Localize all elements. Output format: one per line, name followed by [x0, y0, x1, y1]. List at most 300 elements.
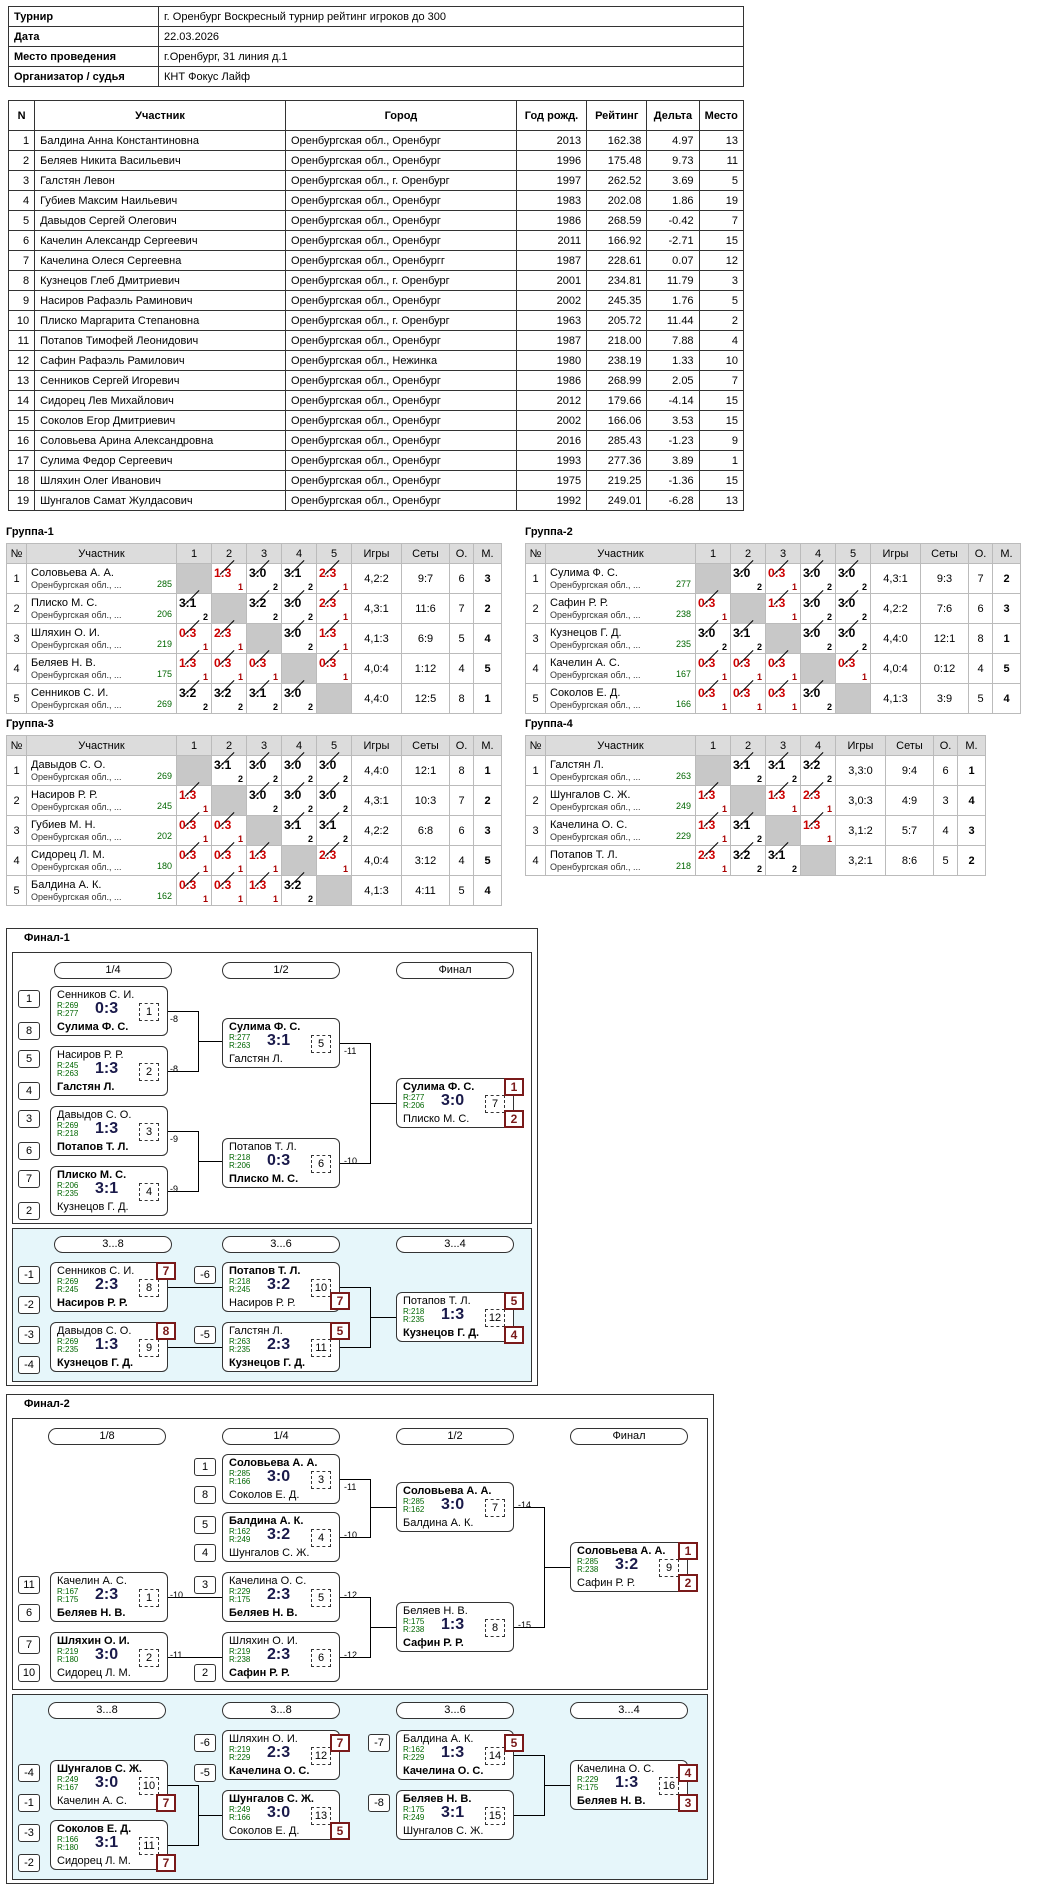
result-points: 1	[237, 582, 243, 592]
player-cell: 268.99	[587, 371, 647, 391]
group-header-cell: Игры	[871, 544, 921, 564]
match-score: 1:3	[441, 1616, 465, 1633]
player-cell: 15	[9, 411, 35, 431]
player-cell: 162.38	[587, 131, 647, 151]
result-points: 2	[826, 582, 832, 592]
seed-box: 8	[194, 1486, 216, 1504]
bracket-match	[50, 1262, 168, 1312]
seed-box: -2	[18, 1854, 40, 1872]
group-player-region: Оренбургская обл., ...	[31, 669, 122, 680]
match-number: 14	[485, 1747, 505, 1765]
seed-box: -4	[18, 1356, 40, 1374]
group-player-name: Качелина О. С.	[550, 818, 628, 831]
group-row-num: 1	[526, 564, 546, 594]
group-header-cell: О.	[450, 736, 474, 756]
group-self-cell	[801, 654, 836, 684]
player-cell: 2	[699, 311, 743, 331]
group-sets: 9:3	[921, 564, 969, 594]
group-header-row	[7, 544, 502, 564]
group-player	[27, 624, 177, 654]
group-player-rating: 277	[675, 579, 691, 589]
result-points: 2	[342, 834, 348, 844]
result-points: 2	[756, 642, 762, 652]
result-points: 1	[272, 864, 278, 874]
bracket-match	[50, 1572, 168, 1622]
group-player-name: Соловьева А. А.	[31, 566, 114, 579]
player-cell: Оренбургская обл., Оренбург	[286, 391, 517, 411]
group-row	[7, 786, 502, 816]
group-player-rating: 229	[675, 831, 691, 841]
player-cell: 15	[699, 411, 743, 431]
match-player-1: Качелина О. С.	[229, 1575, 307, 1587]
bracket-line	[514, 1755, 544, 1756]
match-rating-1: R:162	[403, 1745, 425, 1754]
result-points: 2	[826, 774, 832, 784]
match-player-2: Сафин Р. Р.	[577, 1577, 636, 1589]
match-rating-2: R:175	[577, 1783, 599, 1792]
group-self-cell	[247, 816, 282, 846]
seed-box: -8	[368, 1794, 390, 1812]
group-games: 4,3:1	[352, 786, 402, 816]
result-score: 3:0	[249, 788, 267, 802]
player-cell: 2013	[516, 131, 586, 151]
group-self-cell	[731, 594, 766, 624]
group-player	[27, 684, 177, 714]
player-cell: 205.72	[587, 311, 647, 331]
bracket-match	[50, 1106, 168, 1156]
round-label: 3...4	[396, 1236, 514, 1253]
player-cell: Сидорец Лев Михайлович	[35, 391, 286, 411]
bracket-match	[222, 1730, 340, 1780]
loser-ref: -10	[170, 1590, 184, 1600]
round-label: Финал	[570, 1428, 688, 1445]
group-player	[27, 756, 177, 786]
place-box: 7	[330, 1292, 350, 1310]
group-row-num: 2	[526, 786, 546, 816]
player-cell: 11	[699, 151, 743, 171]
group-row	[526, 756, 986, 786]
player-cell: Оренбургская обл., Оренбургг	[286, 251, 517, 271]
match-rating-1: R:166	[57, 1835, 79, 1844]
group-player-name: Качелин А. С.	[550, 656, 620, 669]
result-points: 1	[202, 672, 208, 682]
result-points: 2	[861, 612, 867, 622]
group-player-region: Оренбургская обл., ...	[550, 831, 641, 842]
group-row-num: 5	[7, 876, 27, 906]
bracket-match	[222, 1512, 340, 1562]
result-points: 1	[826, 834, 832, 844]
player-cell: -4.14	[647, 391, 699, 411]
match-rating-1: R:219	[229, 1647, 251, 1656]
result-points: 2	[756, 834, 762, 844]
match-rating-1: R:219	[57, 1647, 79, 1656]
result-points: 2	[307, 834, 313, 844]
match-number: 11	[311, 1339, 331, 1357]
final-title: Финал-1	[24, 932, 70, 944]
group-place: 2	[474, 786, 502, 816]
player-cell: 1987	[516, 331, 586, 351]
player-cell: 1	[9, 131, 35, 151]
seed-box: 6	[18, 1142, 40, 1160]
round-label: 3...4	[570, 1702, 688, 1719]
group-points: 3	[934, 786, 958, 816]
seed-box: 7	[18, 1636, 40, 1654]
match-rating-1: R:219	[229, 1745, 251, 1754]
match-score: 2:3	[267, 1586, 291, 1603]
match-rating-1: R:229	[577, 1775, 599, 1784]
result-points: 1	[237, 864, 243, 874]
result-points: 1	[202, 864, 208, 874]
group-row	[7, 756, 502, 786]
result-points: 2	[861, 582, 867, 592]
result-score: 1:3	[768, 788, 786, 802]
match-player-2: Качелина О. С.	[403, 1765, 484, 1777]
loser-ref: -10	[344, 1530, 358, 1540]
match-number: 7	[485, 1095, 505, 1113]
result-score: 1:3	[214, 566, 232, 580]
group-self-cell	[317, 876, 352, 906]
group-player	[546, 564, 696, 594]
result-points: 2	[272, 702, 278, 712]
match-rating-1: R:269	[57, 1337, 79, 1346]
player-row	[9, 151, 744, 171]
group-row	[526, 624, 1021, 654]
group-header-cell: 2	[212, 736, 247, 756]
group-points: 5	[450, 876, 474, 906]
match-player-2: Потапов Т. Л.	[57, 1141, 129, 1153]
bracket-line	[168, 1845, 198, 1846]
match-rating-1: R:269	[57, 1277, 79, 1286]
place-box: 7	[156, 1854, 176, 1872]
result-points: 1	[721, 702, 727, 712]
player-cell: 1986	[516, 211, 586, 231]
loser-ref: -14	[518, 1500, 532, 1510]
bracket-line	[168, 1785, 198, 1786]
result-points: 1	[791, 582, 797, 592]
group-result-cell	[212, 654, 247, 684]
group-result-cell	[801, 564, 836, 594]
player-cell: Качелина Олеся Сергеевна	[35, 251, 286, 271]
result-score: 3:0	[249, 758, 267, 772]
result-score: 3:0	[803, 686, 821, 700]
seed-box: 8	[18, 1022, 40, 1040]
group-player	[546, 816, 696, 846]
group-result-cell	[766, 756, 801, 786]
group-result-cell	[247, 786, 282, 816]
group-result-cell	[317, 756, 352, 786]
match-number: 6	[311, 1649, 331, 1667]
player-cell: 7	[699, 211, 743, 231]
group-result-cell	[836, 654, 871, 684]
player-row	[9, 371, 744, 391]
player-cell: -6.28	[647, 491, 699, 511]
bracket-line	[514, 1815, 544, 1816]
group-place: 2	[474, 594, 502, 624]
seed-box: -5	[194, 1764, 216, 1782]
match-score: 2:3	[267, 1336, 291, 1353]
player-cell: 5	[9, 211, 35, 231]
group-player	[27, 786, 177, 816]
match-rating-2: R:238	[577, 1565, 599, 1574]
match-score: 1:3	[441, 1306, 465, 1323]
match-rating-2: R:263	[57, 1069, 79, 1078]
match-score: 3:0	[267, 1468, 291, 1485]
seed-box: -5	[194, 1326, 216, 1344]
result-points: 2	[272, 612, 278, 622]
group-result-cell	[836, 564, 871, 594]
group-points: 5	[450, 624, 474, 654]
player-cell: 10	[9, 311, 35, 331]
group-header-cell: 2	[212, 544, 247, 564]
group-player-name: Шунгалов С. Ж.	[550, 788, 631, 801]
bracket-match	[50, 1760, 168, 1810]
group-result-cell	[766, 654, 801, 684]
group-result-cell	[801, 756, 836, 786]
player-cell: Галстян Левон	[35, 171, 286, 191]
group-player-region: Оренбургская обл., ...	[550, 579, 641, 590]
result-points: 1	[237, 834, 243, 844]
group-place: 3	[958, 816, 986, 846]
group-result-cell	[317, 594, 352, 624]
group-place: 2	[993, 564, 1021, 594]
player-cell: 1	[699, 451, 743, 471]
group-result-cell	[317, 564, 352, 594]
result-score: 0:3	[214, 818, 232, 832]
group-header-cell: 3	[247, 544, 282, 564]
result-points: 2	[307, 774, 313, 784]
player-cell: 7	[9, 251, 35, 271]
player-cell: Оренбургская обл., Нежинка	[286, 351, 517, 371]
group-player-rating: 202	[156, 831, 172, 841]
match-rating-2: R:249	[229, 1535, 251, 1544]
player-cell: 3.89	[647, 451, 699, 471]
match-player-1: Насиров Р. Р.	[57, 1049, 124, 1061]
result-points: 2	[202, 612, 208, 622]
group-player-rating: 285	[156, 579, 172, 589]
result-score: 3:1	[768, 848, 786, 862]
match-number: 15	[485, 1807, 505, 1825]
match-number: 13	[311, 1807, 331, 1825]
group-player	[27, 846, 177, 876]
match-score: 1:3	[441, 1744, 465, 1761]
result-points: 2	[826, 642, 832, 652]
group-header-cell: 3	[766, 544, 801, 564]
bracket-match	[222, 1322, 340, 1372]
player-cell: 4	[9, 191, 35, 211]
match-score: 1:3	[95, 1060, 119, 1077]
seed-box: 4	[18, 1082, 40, 1100]
group-result-cell	[696, 816, 731, 846]
match-rating-2: R:277	[57, 1009, 79, 1018]
group-player-name: Беляев Н. В.	[31, 656, 96, 669]
group-row-num: 3	[7, 816, 27, 846]
info-key: Организатор / судья	[9, 67, 159, 87]
match-player-1: Соловьева А. А.	[577, 1545, 666, 1557]
match-score: 3:2	[267, 1276, 291, 1293]
result-score: 3:2	[733, 848, 751, 862]
result-points: 1	[272, 894, 278, 904]
group-self-cell	[801, 846, 836, 876]
result-score: 0:3	[214, 878, 232, 892]
group-sets: 8:6	[886, 846, 934, 876]
result-points: 2	[272, 804, 278, 814]
match-score: 2:3	[267, 1646, 291, 1663]
group-player-region: Оренбургская обл., ...	[550, 801, 641, 812]
loser-ref: -15	[518, 1620, 532, 1630]
player-cell: Шунгалов Самат Жулдасович	[35, 491, 286, 511]
group-header-cell: Участник	[27, 544, 177, 564]
result-score: 0:3	[179, 626, 197, 640]
match-rating-2: R:206	[403, 1101, 425, 1110]
loser-ref: -9	[170, 1184, 179, 1194]
match-rating-1: R:285	[403, 1497, 425, 1506]
group-place: 4	[474, 624, 502, 654]
match-number: 2	[139, 1063, 159, 1081]
group-result-cell	[177, 594, 212, 624]
match-player-2: Кузнецов Г. Д.	[57, 1357, 134, 1369]
match-number: 1	[139, 1003, 159, 1021]
group-games: 3,0:3	[836, 786, 886, 816]
group-row	[526, 654, 1021, 684]
result-points: 2	[721, 642, 727, 652]
match-rating-2: R:238	[403, 1625, 425, 1634]
result-score: 0:3	[838, 656, 856, 670]
group-games: 3,2:1	[836, 846, 886, 876]
match-rating-1: R:249	[229, 1805, 251, 1814]
result-points: 1	[237, 672, 243, 682]
group-player	[27, 564, 177, 594]
group-result-cell	[766, 564, 801, 594]
group-row-num: 4	[526, 654, 546, 684]
group-header-cell: О.	[969, 544, 993, 564]
result-points: 2	[756, 774, 762, 784]
result-points: 1	[791, 672, 797, 682]
seed-box: -7	[368, 1734, 390, 1752]
group-result-cell	[212, 846, 247, 876]
group-header-cell: 1	[177, 736, 212, 756]
group-header-cell: 5	[317, 736, 352, 756]
group-row	[526, 684, 1021, 714]
group-player-region: Оренбургская обл., ...	[31, 771, 122, 782]
player-cell: Кузнецов Глеб Дмитриевич	[35, 271, 286, 291]
group-header-cell: №	[526, 544, 546, 564]
player-cell: 285.43	[587, 431, 647, 451]
player-cell: Оренбургская обл., Оренбург	[286, 471, 517, 491]
group-header-cell: Игры	[352, 544, 402, 564]
bracket-match	[50, 1046, 168, 1096]
group-games: 4,3:1	[871, 564, 921, 594]
bracket-line	[340, 1479, 370, 1480]
group-points: 8	[450, 684, 474, 714]
bracket-match	[396, 1292, 514, 1342]
match-rating-1: R:269	[57, 1121, 79, 1130]
group-header-cell: М.	[474, 544, 502, 564]
match-player-2: Сафин Р. Р.	[403, 1637, 464, 1649]
group-result-cell	[282, 564, 317, 594]
match-player-1: Шунгалов С. Ж.	[229, 1793, 314, 1805]
match-player-1: Сулима Ф. С.	[229, 1021, 301, 1033]
group-sets: 3:12	[402, 846, 450, 876]
group-sets: 6:8	[402, 816, 450, 846]
seed-box: 6	[18, 1604, 40, 1622]
match-player-1: Сулима Ф. С.	[403, 1081, 475, 1093]
group-sets: 1:12	[402, 654, 450, 684]
group-result-cell	[212, 684, 247, 714]
result-score: 0:3	[179, 878, 197, 892]
group-result-cell	[801, 594, 836, 624]
result-score: 3:1	[284, 566, 302, 580]
group-result-cell	[317, 654, 352, 684]
bracket-line	[544, 1785, 570, 1786]
result-points: 2	[272, 774, 278, 784]
bracket-line	[198, 1161, 222, 1162]
group-self-cell	[282, 846, 317, 876]
group-result-cell	[696, 594, 731, 624]
group-result-cell	[247, 756, 282, 786]
match-number: 4	[139, 1183, 159, 1201]
match-player-1: Балдина А. К.	[403, 1733, 474, 1745]
match-player-1: Соловьева А. А.	[403, 1485, 492, 1497]
seed-box: 2	[18, 1202, 40, 1220]
group-header-cell: 4	[801, 544, 836, 564]
seed-box: -4	[18, 1764, 40, 1782]
group-points: 5	[934, 846, 958, 876]
result-score: 3:1	[733, 758, 751, 772]
group-self-cell	[177, 564, 212, 594]
result-score: 3:0	[803, 596, 821, 610]
group-sets: 7:6	[921, 594, 969, 624]
group-result-cell	[212, 564, 247, 594]
group-player-name: Губиев М. Н.	[31, 818, 96, 831]
player-cell: 2001	[516, 271, 586, 291]
match-player-1: Потапов Т. Л.	[229, 1265, 301, 1277]
player-row	[9, 351, 744, 371]
match-player-2: Плиско М. С.	[229, 1173, 299, 1185]
group-header-cell: М.	[474, 736, 502, 756]
result-points: 2	[237, 702, 243, 712]
player-cell: 2002	[516, 411, 586, 431]
group-points: 6	[934, 756, 958, 786]
result-points: 1	[721, 672, 727, 682]
group-result-cell	[247, 684, 282, 714]
match-rating-2: R:235	[229, 1345, 251, 1354]
result-points: 2	[756, 864, 762, 874]
group-sets: 5:7	[886, 816, 934, 846]
group-result-cell	[731, 654, 766, 684]
group-result-cell	[731, 756, 766, 786]
match-player-2: Беляев Н. В.	[229, 1607, 298, 1619]
group-result-cell	[247, 594, 282, 624]
group-player-rating: 263	[675, 771, 691, 781]
player-cell: 1.86	[647, 191, 699, 211]
bracket-match	[396, 1730, 514, 1780]
result-score: 3:1	[733, 626, 751, 640]
player-cell: Оренбургская обл., Оренбург	[286, 291, 517, 311]
group-points: 6	[450, 816, 474, 846]
group-row	[7, 624, 502, 654]
player-cell: 202.08	[587, 191, 647, 211]
place-box: 5	[504, 1734, 524, 1752]
bracket-line	[168, 1287, 222, 1288]
match-rating-2: R:167	[57, 1783, 79, 1792]
result-points: 1	[342, 672, 348, 682]
match-number: 1	[139, 1589, 159, 1607]
group-header-cell: №	[7, 736, 27, 756]
group-row-num: 2	[526, 594, 546, 624]
group-games: 4,1:3	[352, 624, 402, 654]
result-points: 1	[342, 582, 348, 592]
group-result-cell	[177, 816, 212, 846]
